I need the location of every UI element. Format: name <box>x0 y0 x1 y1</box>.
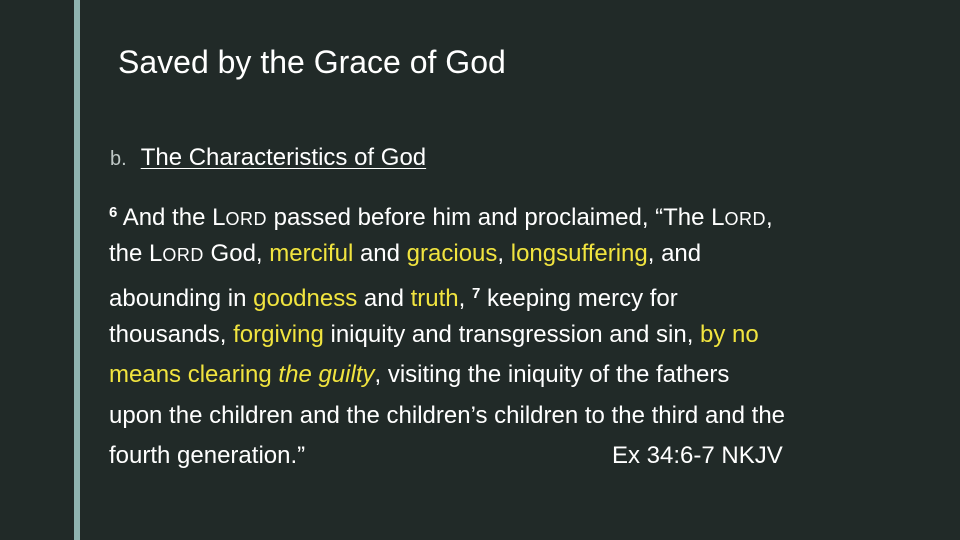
scripture-reference: Ex 34:6-7 NKJV <box>612 442 783 469</box>
section-heading: The Characteristics of God <box>140 144 427 171</box>
verse-line-2 <box>109 234 909 275</box>
verse-text: keeping mercy for <box>480 285 678 312</box>
verse-text: thousands, <box>109 320 234 348</box>
slide-title: Saved by the Grace of God <box>118 44 506 80</box>
verse-line-1 <box>109 193 909 234</box>
verse-line-4 <box>109 315 909 356</box>
verse-line-5 <box>109 355 909 396</box>
list-marker: b. <box>110 148 127 170</box>
lord-smallcaps: ORD <box>162 244 204 265</box>
verse-text: God, <box>203 239 270 267</box>
verse-text: , <box>497 239 511 267</box>
verse-text: and <box>357 285 411 312</box>
lord-smallcaps: ORD <box>225 209 267 229</box>
verse-line-7 <box>109 436 909 477</box>
verse-line-3 <box>109 274 909 315</box>
verse-text: , <box>458 285 472 312</box>
verse-line-6 <box>109 396 909 437</box>
highlight-the-guilty: the guilty <box>278 361 375 388</box>
highlight-by-no: by no <box>700 320 759 348</box>
verse-text: And the L <box>117 204 226 231</box>
verse-text: the L <box>109 239 163 267</box>
lord-smallcaps: ORD <box>724 209 767 229</box>
highlight-gracious: gracious <box>406 239 498 267</box>
verse-text: and <box>353 239 407 267</box>
verse-text: upon the children and the children’s children to the third and the <box>109 401 786 429</box>
highlight-merciful: merciful <box>269 239 354 267</box>
highlight-truth: truth <box>410 285 459 312</box>
accent-bar <box>74 0 80 540</box>
verse-text: abounding in <box>109 285 254 312</box>
verse-text: iniquity and transgression and sin, <box>323 320 701 348</box>
verse-text: passed before him and proclaimed, “The L <box>266 204 725 231</box>
highlight-forgiving: forgiving <box>233 320 324 348</box>
verse-text: fourth generation.” <box>109 442 306 469</box>
verse-number-7: 7 <box>472 285 481 302</box>
scripture-passage <box>109 193 909 477</box>
highlight-goodness: goodness <box>253 285 358 312</box>
highlight-clearing: means clearing <box>109 361 279 388</box>
highlight-longsuffering: longsuffering <box>510 239 648 267</box>
verse-text: , <box>766 204 773 231</box>
verse-text: , and <box>647 239 702 267</box>
subtitle-row <box>110 142 426 175</box>
verse-number-6: 6 <box>109 204 118 221</box>
verse-text: , visiting the iniquity of the fathers <box>374 361 730 388</box>
